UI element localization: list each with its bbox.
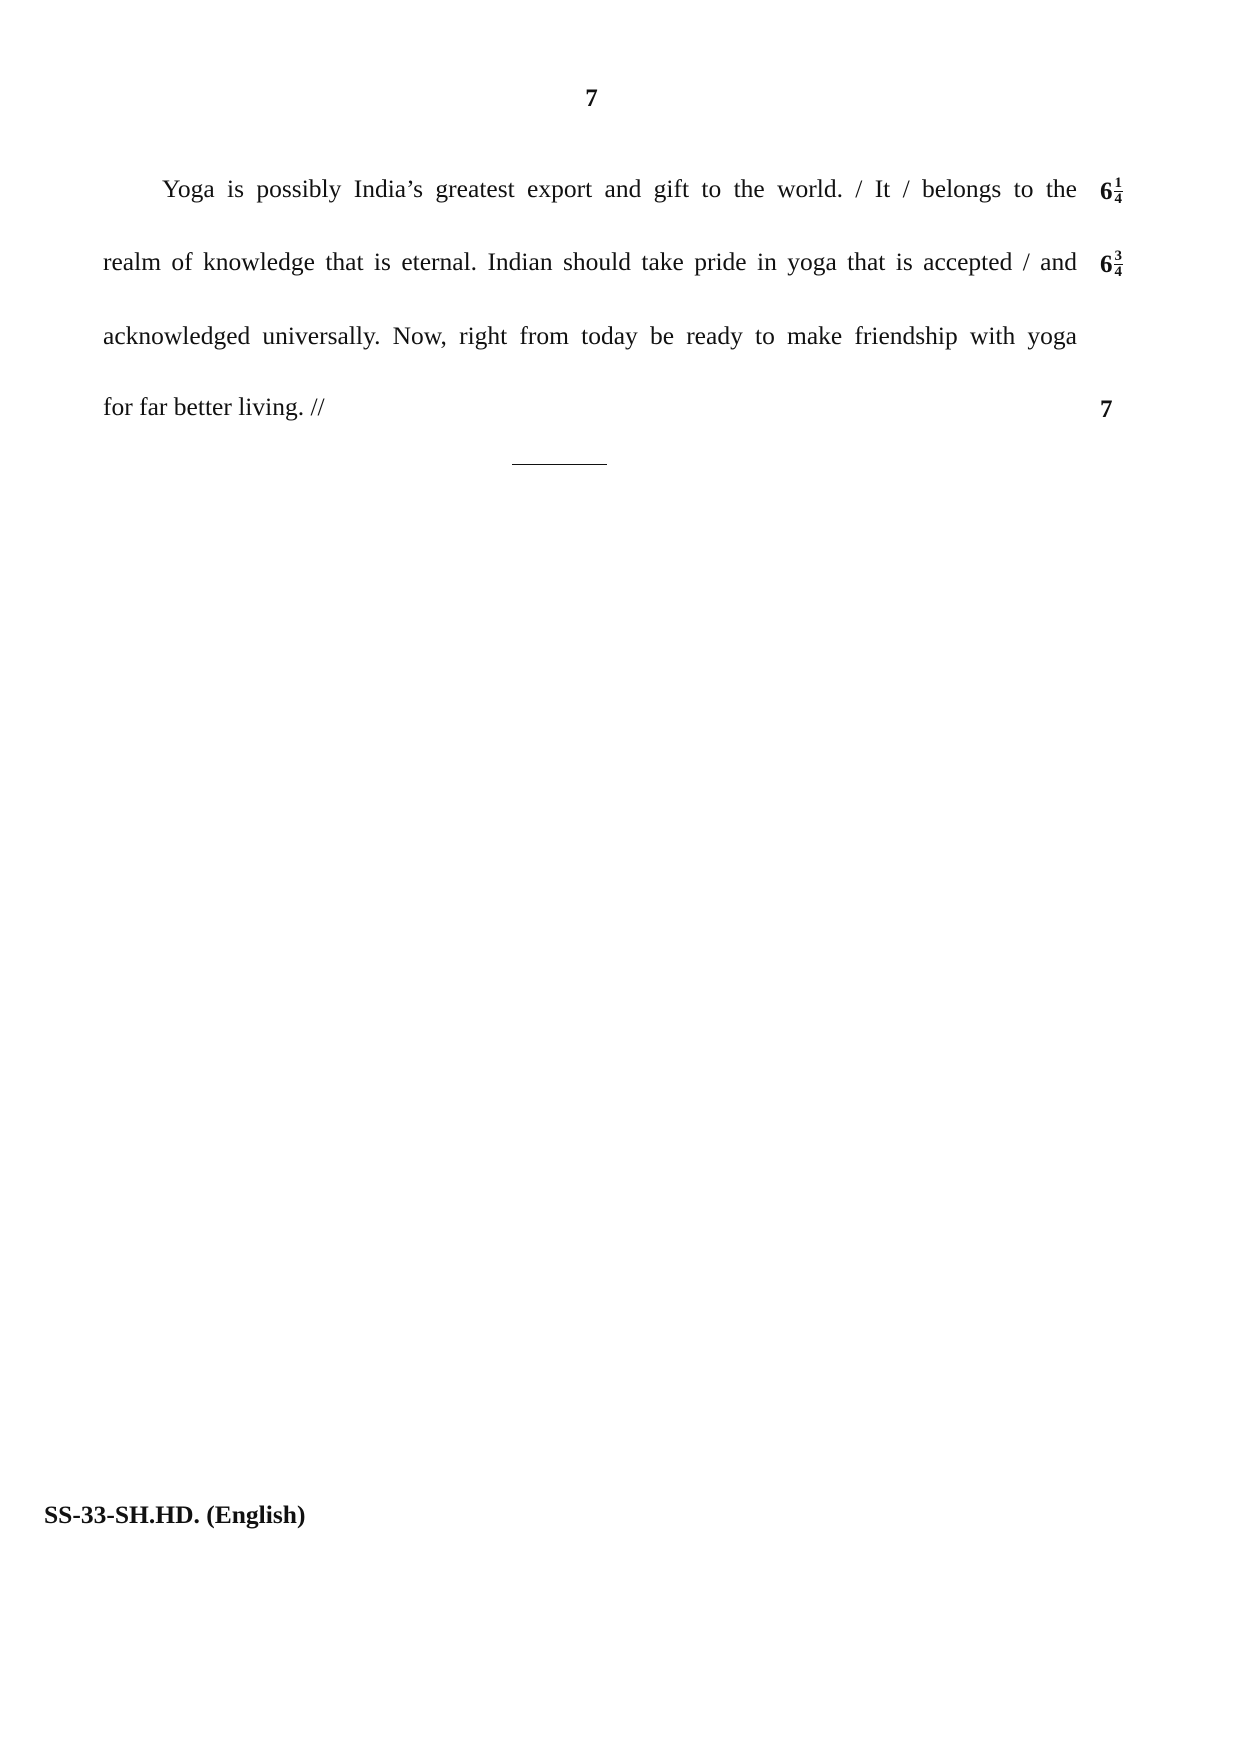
marker-whole: 7 — [1100, 396, 1113, 423]
fraction-denominator: 4 — [1114, 264, 1122, 280]
fraction-numerator: 3 — [1114, 248, 1122, 264]
minute-marker-1 — [1100, 176, 1123, 207]
marker-fraction — [1114, 176, 1124, 207]
passage-line-4: for far better living. // — [103, 392, 325, 421]
marker-fraction — [1114, 249, 1124, 280]
passage-line-3: acknowledged universally. Now, right from today be ready to make friendship with yoga — [103, 321, 1077, 350]
paper-code: SS-33-SH.HD. (English) — [44, 1500, 306, 1529]
minute-marker-3 — [1100, 395, 1113, 425]
marker-whole: 6 — [1100, 177, 1113, 205]
passage-line-2: realm of knowledge that is eternal. Indian should take pride in yoga that is accepted / and — [103, 247, 1077, 276]
fraction-denominator: 4 — [1114, 191, 1122, 207]
end-rule-divider — [512, 464, 607, 465]
minute-marker-2 — [1100, 249, 1123, 280]
fraction-numerator: 1 — [1114, 175, 1122, 191]
marker-whole: 6 — [1100, 250, 1113, 278]
passage-line-1: Yoga is possibly India’s greatest export and gift to the world. / It / belongs to the — [162, 174, 1077, 203]
page-number: 7 — [585, 85, 598, 112]
